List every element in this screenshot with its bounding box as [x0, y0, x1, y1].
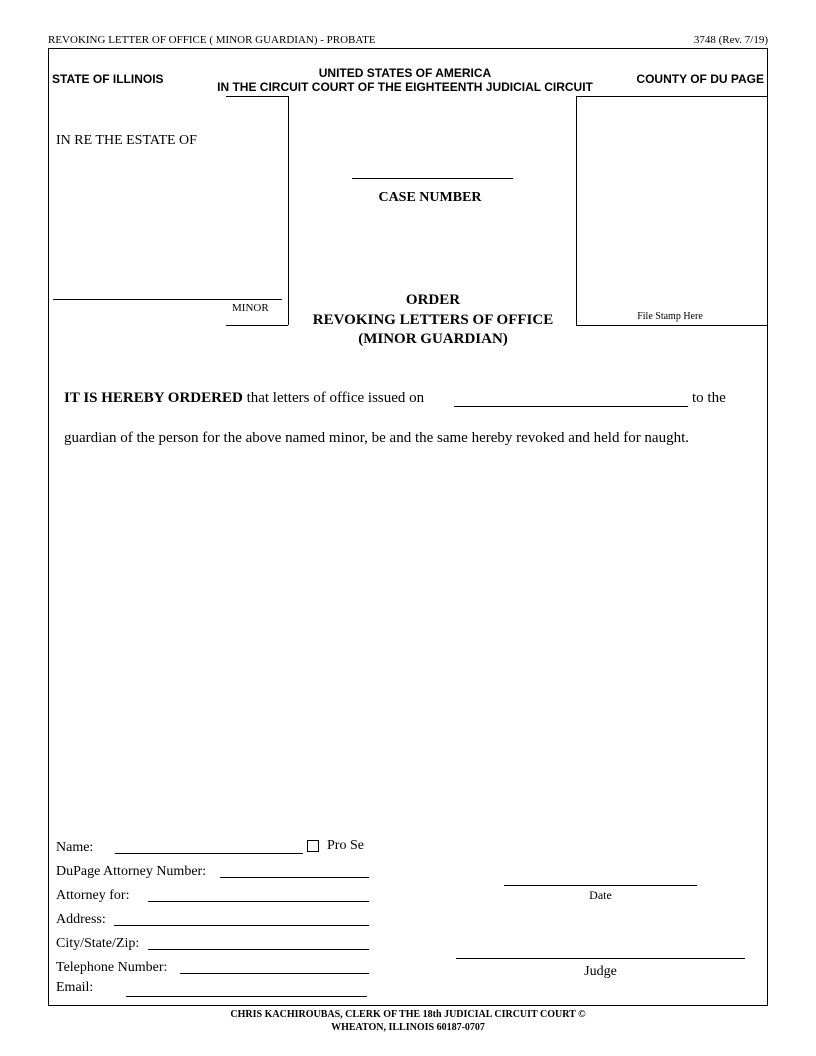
form-title: REVOKING LETTER OF OFFICE ( MINOR GUARDIAN) - PROBATE [48, 34, 376, 46]
case-number-label: CASE NUMBER [378, 190, 482, 205]
stamp-box-left [576, 96, 577, 325]
order-title: ORDER [405, 292, 461, 308]
country-label: UNITED STATES OF AMERICA [318, 66, 492, 80]
pro-se-label: Pro Se [327, 838, 364, 853]
order-line-1 [64, 390, 424, 407]
order-text-3: guardian of the person for the above named minor, be and the same hereby revoked and held for naught. [64, 430, 690, 446]
email-label: Email: [56, 980, 94, 995]
telephone-field[interactable] [180, 973, 369, 974]
address-field[interactable] [114, 925, 369, 926]
order-text-2: to the [692, 390, 726, 406]
county-label: COUNTY OF DU PAGE [636, 72, 764, 86]
case-number-line[interactable] [352, 178, 513, 179]
date-line[interactable] [504, 885, 697, 886]
footer-clerk: CHRIS KACHIROUBAS, CLERK OF THE 18th JUDICIAL CIRCUIT COURT © [230, 1009, 586, 1020]
judge-label: Judge [584, 964, 617, 979]
footer-address: WHEATON, ILLINOIS 60187-0707 [331, 1022, 485, 1033]
name-label: Name: [56, 840, 94, 855]
pro-se-checkbox[interactable] [307, 840, 319, 852]
address-label: Address: [56, 912, 106, 927]
date-label: Date [589, 888, 612, 902]
issue-date-line[interactable] [454, 406, 688, 407]
form-number: 3748 (Rev. 7/19) [693, 34, 768, 46]
attorney-number-label: DuPage Attorney Number: [56, 864, 207, 879]
minor-name-line[interactable] [53, 299, 282, 300]
estate-box-right [288, 96, 289, 325]
attorney-number-field[interactable] [220, 877, 369, 878]
attorney-for-label: Attorney for: [56, 888, 130, 903]
judge-signature-line[interactable] [456, 958, 745, 959]
order-lead: IT IS HEREBY ORDERED [64, 390, 243, 406]
order-subtitle-2: (MINOR GUARDIAN) [358, 331, 508, 347]
city-state-zip-field[interactable] [148, 949, 369, 950]
order-text-1: that letters of office issued on [242, 390, 425, 406]
attorney-for-field[interactable] [148, 901, 369, 902]
name-field[interactable] [115, 853, 303, 854]
estate-box-top [226, 96, 288, 97]
minor-label: MINOR [232, 302, 269, 314]
state-label: STATE OF ILLINOIS [52, 72, 164, 86]
city-state-zip-label: City/State/Zip: [56, 936, 140, 951]
stamp-box-top [576, 96, 768, 97]
estate-label: IN RE THE ESTATE OF [56, 133, 197, 148]
email-field[interactable] [126, 996, 367, 997]
order-subtitle: REVOKING LETTERS OF OFFICE [312, 312, 554, 328]
stamp-box-bottom [576, 325, 768, 326]
file-stamp-label: File Stamp Here [637, 311, 703, 322]
estate-box-bottom [226, 325, 288, 326]
telephone-label: Telephone Number: [56, 960, 168, 975]
court-label: IN THE CIRCUIT COURT OF THE EIGHTEENTH JUDICIAL CIRCUIT [217, 80, 593, 94]
